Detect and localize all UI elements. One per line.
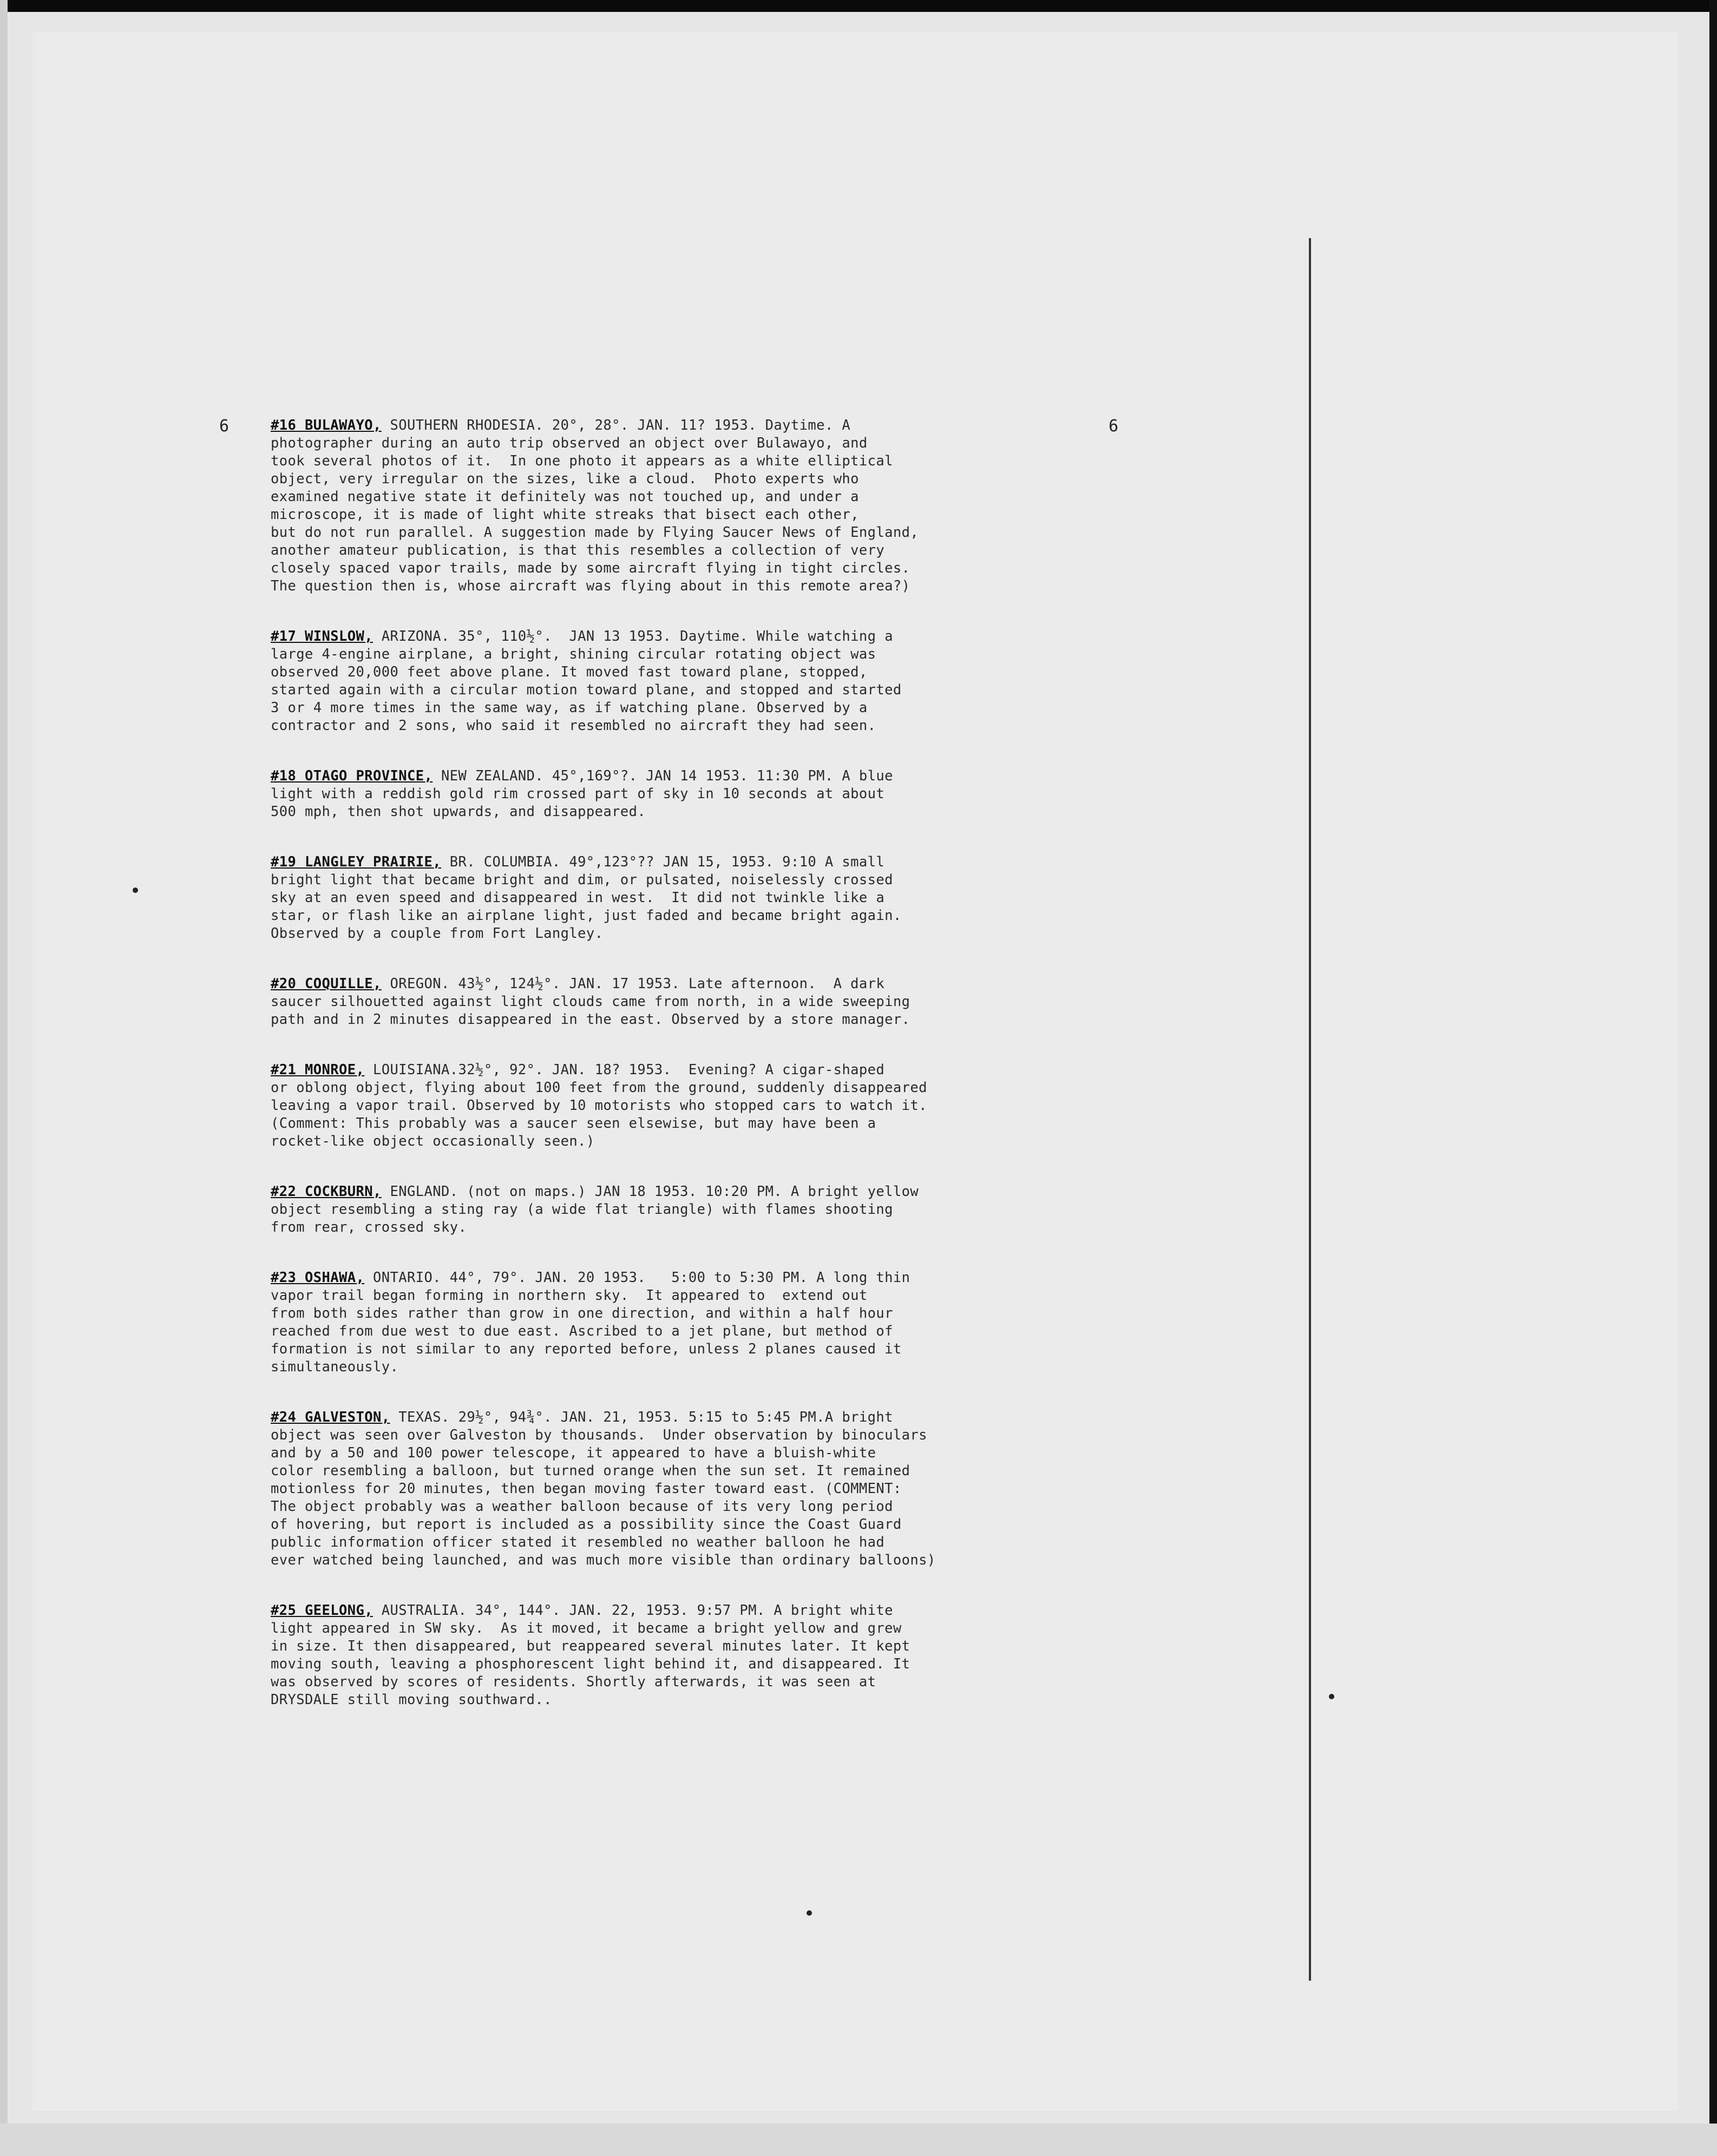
entry-body: OREGON. 43½°, 124½°. JAN. 17 1953. Late afternoon. A dark saucer silhouetted against light clouds came from north, in a wide sweeping path and in 2 minutes disappeared in the east. Observed by a store manager. [271, 976, 910, 1028]
entry-body: LOUISIANA.32½°, 92°. JAN. 18? 1953. Evening? A cigar-shaped or oblong object, flying about 100 feet from the ground, suddenly disappeared leaving a vapor trail. Observed by 10 motorists who stopped cars to watch it. (Comment: This probably was a saucer seen elsewise, but may have been a rocket-like object occasionally seen.) [271, 1062, 927, 1149]
entry-body: ONTARIO. 44°, 79°. JAN. 20 1953. 5:00 to 5:30 PM. A long thin vapor trail began forming in northern sky. It appeared to extend out from both sides rather than grow in one direction, and within a half hour reached from due west to due east. Ascribed to a jet plane, but method of formation is not similar to any reported before, unless 2 planes caused it simultaneously. [271, 1270, 910, 1375]
entry-body: AUSTRALIA. 34°, 144°. JAN. 22, 1953. 9:57 PM. A bright white light appeared in SW sky. As it moved, it became a bright yellow and grew in size. It then disappeared, but reappeared several minutes later. It kept moving south, leaving a phosphorescent light behind it, and disappeared. It was observed by scores of residents. Shortly afterwards, it was seen at DRYSDALE still moving southward.. [271, 1602, 910, 1708]
entry-body: SOUTHERN RHODESIA. 20°, 28°. JAN. 11? 1953. Daytime. A photographer during an auto trip observed an object over Bulawayo, and took several photos of it. In one photo it appears as a white elliptical object, very irregular on the sizes, like a cloud. Photo experts who examined negative state it definitely was not touched up, and under a microscope, it is made of light white streaks that bisect each other, but do not run parallel. A suggestion made by Flying Saucer News of England, another amateur publication, is that this resembles a collection of very closely spaced vapor trails, made by some aircraft flying in tight circles. The question then is, whose aircraft was flying about in this remote area?) [271, 417, 919, 594]
entry-heading: #21 MONROE, [271, 1062, 365, 1078]
entry-body: TEXAS. 29½°, 94¾°. JAN. 21, 1953. 5:15 to 5:45 PM.A bright object was seen over Galveston by thousands. Under observation by binoculars and by a 50 and 100 power telescope, it appeared to have a bluish-white color resembling a balloon, but turned orange when the sun set. It remained motionless for 20 minutes, then began moving faster toward east. (COMMENT: The object probably was a weather balloon because of its very long period of hovering, but report is included as a possibility since the Coast Guard public information officer stated it resembled no weather balloon he had ever watched being launched, and was much more visible than ordinary balloons) [271, 1409, 936, 1568]
scan-speck [807, 1910, 812, 1916]
entry-heading: #18 OTAGO PROVINCE, [271, 768, 433, 784]
report-entry [271, 417, 1158, 595]
scan-speck [133, 888, 138, 893]
report-entry [271, 1409, 1158, 1569]
report-entry [271, 1061, 1158, 1151]
margin-rule [1309, 238, 1311, 1981]
report-list [271, 417, 1158, 1741]
entry-heading: #23 OSHAWA, [271, 1270, 365, 1286]
page-number-right: 6 [1109, 417, 1119, 436]
scan-right-border [1709, 0, 1717, 2156]
page-number-left: 6 [219, 417, 230, 436]
entry-body: NEW ZEALAND. 45°,169°?. JAN 14 1953. 11:30 PM. A blue light with a reddish gold rim crossed part of sky in 10 seconds at about 500 mph, then shot upwards, and disappeared. [271, 768, 893, 820]
scan-left-border [0, 0, 8, 2156]
report-entry [271, 1269, 1158, 1376]
entry-body: ENGLAND. (not on maps.) JAN 18 1953. 10:20 PM. A bright yellow object resembling a sting ray (a wide flat triangle) with flames shooting from rear, crossed sky. [271, 1184, 919, 1235]
report-entry [271, 1602, 1158, 1709]
entry-body: BR. COLUMBIA. 49°,123°?? JAN 15, 1953. 9:10 A small bright light that became bright and dim, or pulsated, noiselessly crossed sky at an even speed and disappeared in west. It did not twinkle like a star, or flash like an airplane light, just faded and became bright again. Observed by a couple from Fort Langley. [271, 854, 902, 942]
report-entry [271, 1183, 1158, 1237]
report-entry [271, 853, 1158, 943]
entry-heading: #24 GALVESTON, [271, 1409, 390, 1425]
scan-top-border [0, 0, 1717, 12]
report-entry [271, 767, 1158, 821]
entry-heading: #19 LANGLEY PRAIRIE, [271, 854, 442, 870]
scan-bottom-border [0, 2124, 1717, 2156]
report-entry [271, 628, 1158, 735]
entry-body: ARIZONA. 35°, 110½°. JAN 13 1953. Daytime. While watching a large 4-engine airplane, a bright, shining circular rotating object was observed 20,000 feet above plane. It moved fast toward plane, stopped, started again with a circular motion toward plane, and stopped and started 3 or 4 more times in the same way, as if watching plane. Observed by a contractor and 2 sons, who said it resembled no aircraft they had seen. [271, 628, 902, 734]
scan-speck [1329, 1694, 1334, 1699]
entry-heading: #22 COCKBURN, [271, 1184, 382, 1200]
entry-heading: #16 BULAWAYO, [271, 417, 382, 433]
entry-heading: #25 GEELONG, [271, 1602, 373, 1619]
report-entry [271, 975, 1158, 1029]
entry-heading: #20 COQUILLE, [271, 976, 382, 992]
entry-heading: #17 WINSLOW, [271, 628, 373, 645]
